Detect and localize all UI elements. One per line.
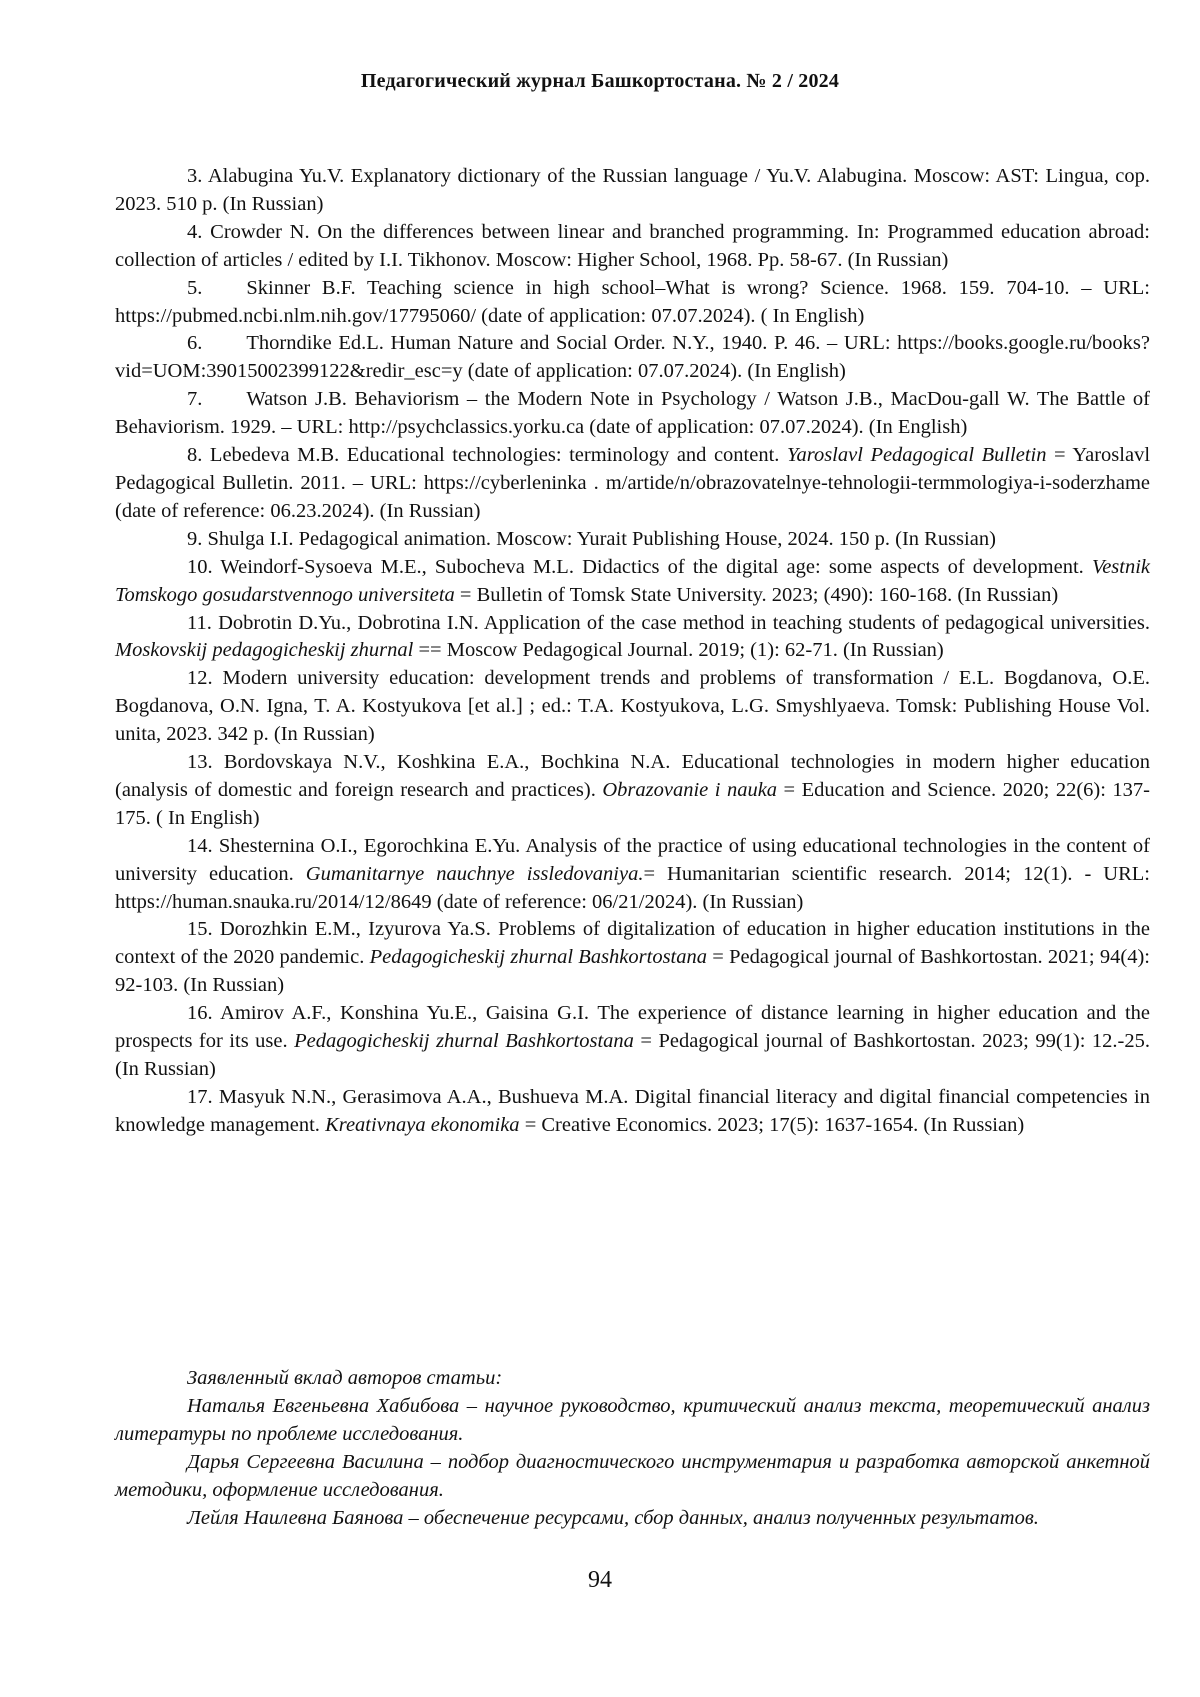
reference-text: Weindorf-Sysoeva M.E., Subocheva M.L. Didactics of the digital age: some aspects of development. (220, 556, 1092, 578)
journal-title: Obrazovanie i nauka (602, 779, 777, 801)
reference-number: 14. (187, 835, 213, 857)
reference-number: 9. (187, 528, 202, 550)
reference-text: Watson J.B. Behaviorism – the Modern Note in Psychology / Watson J.B., MacDou-gall W. The Battle of Behaviorism. 1929. – URL: http://psychclassics.yorku.ca (date of application: 07.07.2024). (In English) (115, 388, 1150, 438)
author-contributions (115, 1365, 1150, 1532)
reference-text: = Education and Science. 2020; 22(6): 137-175. ( In English) (115, 779, 1150, 829)
contributions-heading: Заявленный вклад авторов статьи: (115, 1365, 1150, 1393)
reference-text: Amirov A.F., Konshina Yu.E., Gaisina G.I. The experience of distance learning in higher education and the prospects for its use. (115, 1002, 1150, 1052)
journal-title: Yaroslavl Pedagogical Bulletin (787, 444, 1047, 466)
reference-item (115, 330, 1150, 386)
reference-text: Modern university education: development trends and problems of transformation / E.L. Bogdanova, O.E. Bogdanova, O.N. Igna, T. A. Kostyukova [et al.] ; ed.: T.A. Kostyukova, L.G. Smyshlyaeva. Tomsk: Publishing House Vol. unita, 2023. 342 p. (In Russian) (115, 667, 1150, 745)
reference-text: Lebedeva M.B. Educational technologies: terminology and content. (210, 444, 787, 466)
reference-number: 3. (187, 165, 202, 187)
reference-number: 7. (187, 388, 202, 410)
reference-number: 12. (187, 667, 213, 689)
reference-text: = Pedagogical journal of Bashkortostan. 2021; 94(4): 92-103. (In Russian) (115, 946, 1150, 996)
journal-header: Педагогический журнал Башкортостана. № 2 / 2024 (0, 70, 1200, 93)
reference-item (115, 386, 1150, 442)
journal-title: Gumanitarnye nauchnye issledovaniya. (306, 863, 644, 885)
reference-number: 4. (187, 221, 202, 243)
reference-text: Skinner B.F. Teaching science in high school–What is wrong? Science. 1968. 159. 704-10. – URL: https://pubmed.ncbi.nlm.nih.gov/17795060/ (date of application: 07.07.2024). ( In English) (115, 277, 1150, 327)
reference-number: 15. (187, 918, 213, 940)
reference-text: Bordovskaya N.V., Koshkina E.A., Bochkina N.A. Educational technologies in modern higher education (analysis of domestic and foreign research and practices). (115, 751, 1150, 801)
contribution-item: Дарья Сергеевна Василина – подбор диагностического инструментария и разработка авторской анкетной методики, оформление исследования. (115, 1449, 1150, 1505)
reference-item (115, 554, 1150, 610)
reference-item (115, 665, 1150, 749)
reference-number: 16. (187, 1002, 213, 1024)
reference-number: 17. (187, 1086, 213, 1108)
reference-text: Crowder N. On the differences between linear and branched programming. In: Programmed education abroad: collection of articles / edited by I.I. Tikhonov. Moscow: Higher School, 1968. Pp. 58-67. (In Russian) (115, 221, 1150, 271)
reference-text: = Yaroslavl Pedagogical Bulletin. 2011. – URL: https://cyberleninka . m/artide/n/obrazovatelnye-tehnologii-termmologiya-i-soderzhame (date of reference: 06.23.2024). (In Russian) (115, 444, 1150, 522)
reference-item (115, 163, 1150, 219)
reference-text: Alabugina Yu.V. Explanatory dictionary of the Russian language / Yu.V. Alabugina. Moscow: AST: Lingua, cop. 2023. 510 p. (In Russian) (115, 165, 1150, 215)
reference-item (115, 275, 1150, 331)
reference-text: Masyuk N.N., Gerasimova A.A., Bushueva M.A. Digital financial literacy and digital financial competencies in knowledge management. (115, 1086, 1150, 1136)
reference-list (115, 163, 1150, 1140)
reference-item (115, 749, 1150, 833)
reference-text: = Bulletin of Tomsk State University. 2023; (490): 160-168. (In Russian) (455, 584, 1058, 606)
reference-item (115, 833, 1150, 917)
reference-item (115, 219, 1150, 275)
journal-title: Vestnik Tomskogo gosudarstvennogo universiteta (115, 556, 1150, 606)
reference-text: == Moscow Pedagogical Journal. 2019; (1): 62-71. (In Russian) (413, 639, 943, 661)
reference-text: = Creative Economics. 2023; 17(5): 1637-1654. (In Russian) (520, 1114, 1025, 1136)
reference-item (115, 526, 1150, 554)
journal-title: Kreativnaya ekonomika (325, 1114, 520, 1136)
contribution-item: Наталья Евгеньевна Хабибова – научное руководство, критический анализ текста, теоретический анализ литературы по проблеме исследования. (115, 1393, 1150, 1449)
reference-item (115, 610, 1150, 666)
reference-text: = Humanitarian scientific research. 2014; 12(1). - URL: https://human.snauka.ru/2014/12/8649 (date of reference: 06/21/2024). (In Russian) (115, 863, 1150, 913)
reference-number: 6. (187, 332, 202, 354)
reference-number: 5. (187, 277, 202, 299)
journal-title: Moskovskij pedagogicheskij zhurnal (115, 639, 413, 661)
reference-text: Dorozhkin E.M., Izyurova Ya.S. Problems of digitalization of education in higher education institutions in the context of the 2020 pandemic. (115, 918, 1150, 968)
journal-title: Pedagogicheskij zhurnal Bashkortostana (370, 946, 707, 968)
page-number: 94 (0, 1567, 1200, 1594)
reference-text: Shulga I.I. Pedagogical animation. Moscow: Yurait Publishing House, 2024. 150 p. (In Russian) (208, 528, 996, 550)
reference-item (115, 1000, 1150, 1084)
reference-item (115, 1084, 1150, 1140)
reference-number: 11. (187, 612, 212, 634)
reference-item (115, 916, 1150, 1000)
reference-text: Thorndike Ed.L. Human Nature and Social Order. N.Y., 1940. P. 46. – URL: https://books.google.ru/books?vid=UOM:39015002399122&redir_esc=y (date of application: 07.07.2024). (In English) (115, 332, 1150, 382)
reference-number: 10. (187, 556, 213, 578)
reference-text: = Pedagogical journal of Bashkortostan. 2023; 99(1): 12.-25. (In Russian) (115, 1030, 1150, 1080)
reference-number: 13. (187, 751, 213, 773)
reference-text: Dobrotin D.Yu., Dobrotina I.N. Application of the case method in teaching students of pedagogical universities. (218, 612, 1150, 634)
contribution-item: Лейля Наилевна Баянова – обеспечение ресурсами, сбор данных, анализ полученных результатов. (115, 1505, 1150, 1533)
reference-text: Shesternina O.I., Egorochkina E.Yu. Analysis of the practice of using educational technologies in the content of university education. (115, 835, 1150, 885)
journal-title: Pedagogicheskij zhurnal Bashkortostana (294, 1030, 634, 1052)
reference-number: 8. (187, 444, 202, 466)
reference-item (115, 442, 1150, 526)
